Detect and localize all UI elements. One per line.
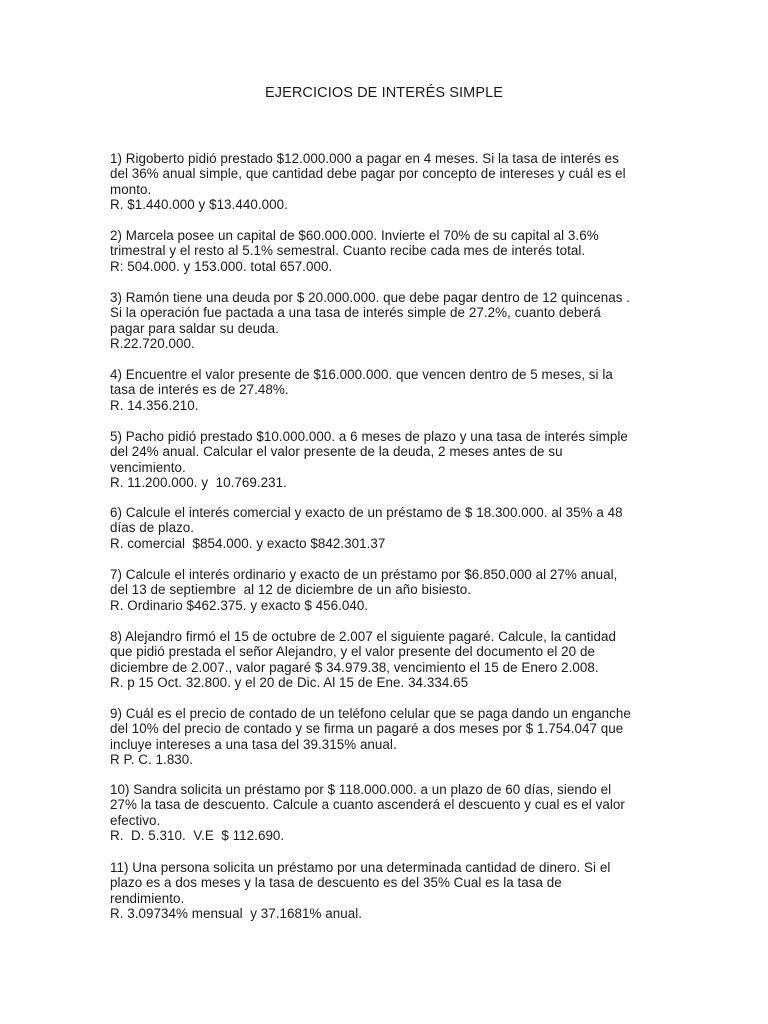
exercise-line: 7) Calcule el interés ordinario y exacto de un préstamo por $6.850.000 al 27% anual, — [110, 567, 618, 582]
exercise-6 — [110, 505, 670, 551]
exercise-line: 11) Una persona solicita un préstamo por una determinada cantidad de dinero. Si el — [110, 860, 611, 875]
exercise-answer: R. comercial $854.000. y exacto $842.301.37 — [110, 535, 386, 551]
exercise-line: del 36% anual simple, que cantidad debe pagar por concepto de intereses y cuál es el — [110, 166, 626, 182]
exercise-answer: R. 11.200.000. y 10.769.231. — [110, 475, 287, 491]
exercise-9 — [110, 706, 670, 768]
page-title: EJERCICIOS DE INTERÉS SIMPLE — [264, 85, 504, 101]
exercise-answer: R.22.720.000. — [110, 336, 195, 352]
exercise-line: 4) Encuentre el valor presente de $16.000.000. que vencen dentro de 5 meses, si la — [110, 367, 613, 382]
exercise-1 — [110, 151, 670, 213]
exercise-line: efectivo. — [110, 812, 161, 828]
exercise-line: del 13 de septiembre al 12 de diciembre de un año bisiesto. — [110, 582, 472, 598]
exercise-line: Si la operación fue pactada a una tasa de interés simple de 27.2%, cuanto deberá — [110, 305, 601, 321]
exercise-answer: R P. C. 1.830. — [110, 752, 194, 768]
exercise-line: que pidió prestada el señor Alejandro, y el valor presente del documento el 20 de — [110, 644, 595, 660]
exercise-line: pagar para saldar su deuda. — [110, 320, 279, 336]
exercise-line: 10) Sandra solicita un préstamo por $ 118.000.000. a un plazo de 60 días, siendo el — [110, 782, 612, 797]
exercise-5 — [110, 429, 670, 491]
exercise-line: tasa de interés es de 27.48%. — [110, 382, 289, 398]
exercise-line: rendimiento. — [110, 890, 185, 906]
exercise-10 — [110, 782, 670, 844]
exercise-line: 2) Marcela posee un capital de $60.000.000. Invierte el 70% de su capital al 3.6% — [110, 228, 599, 243]
exercise-4 — [110, 367, 670, 413]
exercise-11 — [110, 860, 670, 922]
exercise-line: 5) Pacho pidió prestado $10.000.000. a 6 meses de plazo y una tasa de interés simple — [110, 429, 628, 444]
exercise-answer: R. Ordinario $462.375. y exacto $ 456.040. — [110, 597, 369, 613]
exercise-line: 1) Rigoberto pidió prestado $12.000.000 a pagar en 4 meses. Si la tasa de interés es — [110, 151, 619, 166]
exercise-answer: R. $1.440.000 y $13.440.000. — [110, 197, 288, 213]
exercise-line: 9) Cuál es el precio de contado de un teléfono celular que se paga dando un enganche — [110, 706, 631, 721]
exercise-line: monto. — [110, 181, 152, 197]
exercise-8 — [110, 629, 670, 691]
exercise-line: vencimiento. — [110, 459, 186, 475]
exercise-line: diciembre de 2.007., valor pagaré $ 34.979.38, vencimiento el 15 de Enero 2.008. — [110, 659, 599, 675]
exercise-answer: R. 3.09734% mensual y 37.1681% anual. — [110, 906, 363, 922]
exercise-line: del 10% del precio de contado y se firma un pagaré a dos meses por $ 1.754.047 que — [110, 721, 624, 737]
exercise-answer: R. D. 5.310. V.E $ 112.690. — [110, 828, 285, 844]
exercise-answer: R. 14.356.210. — [110, 397, 199, 413]
exercise-2 — [110, 228, 670, 274]
exercise-line: trimestral y el resto al 5.1% semestral. Cuanto recibe cada mes de interés total. — [110, 243, 586, 259]
exercise-3 — [110, 290, 670, 352]
exercise-line: del 24% anual. Calcular el valor presente de la deuda, 2 meses antes de su — [110, 444, 563, 460]
exercise-7 — [110, 567, 670, 613]
exercise-line: días de plazo. — [110, 520, 195, 536]
exercise-line: incluye intereses a una tasa del 39.315% anual. — [110, 736, 397, 752]
exercise-line: 3) Ramón tiene una deuda por $ 20.000.000. que debe pagar dentro de 12 quincenas . — [110, 290, 631, 305]
exercise-answer: R: 504.000. y 153.000. total 657.000. — [110, 258, 333, 274]
exercise-answer: R. p 15 Oct. 32.800. y el 20 de Dic. Al 15 de Ene. 34.334.65 — [110, 675, 469, 691]
exercise-line: plazo es a dos meses y la tasa de descuento es del 35% Cual es la tasa de — [110, 875, 562, 891]
exercise-line: 27% la tasa de descuento. Calcule a cuanto ascenderá el descuento y cual es el valor — [110, 797, 625, 813]
exercise-line: 8) Alejandro firmó el 15 de octubre de 2.007 el siguiente pagaré. Calcule, la cantidad — [110, 629, 617, 644]
exercise-line: 6) Calcule el interés comercial y exacto de un préstamo de $ 18.300.000. al 35% a 48 — [110, 505, 623, 520]
